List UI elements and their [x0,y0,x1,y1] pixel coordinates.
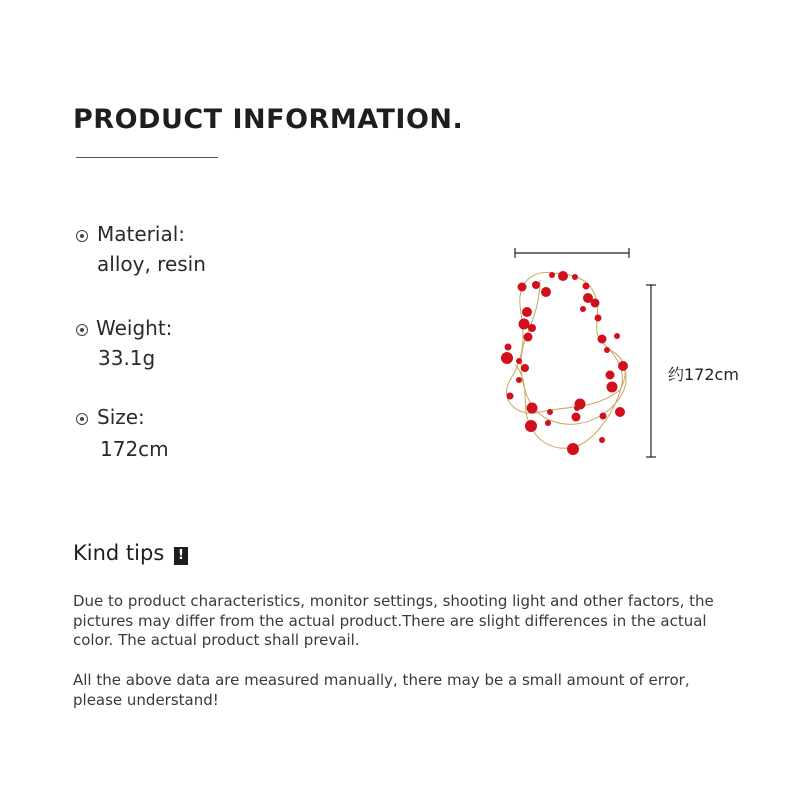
spec-value: 33.1g [98,346,156,370]
title-divider [76,157,218,158]
width-dimension-marker [515,248,629,258]
exclamation-icon: ! [174,547,188,565]
bullet-icon [76,230,88,242]
necklace-chain [507,272,627,448]
length-dimension-label: 约172cm [668,365,739,384]
spec-label: Size: [97,405,145,429]
necklace-image [480,240,680,470]
kind-tips-label: Kind tips [73,541,165,565]
spec-label: Weight: [96,316,173,340]
page-title: PRODUCT INFORMATION. [73,104,464,135]
spec-value: alloy, resin [97,252,206,276]
spec-label: Material: [97,222,185,246]
kind-tips-heading [73,541,188,565]
tips-paragraph-1: Due to product characteristics, monitor settings, shooting light and other factors, the pictures may differ from the actual product.There are slight differences in the actual color. The actual product shall prevail. [73,592,714,649]
tips-paragraph-2: All the above data are measured manually, there may be a small amount of error, please understand! [73,671,690,709]
spec-value: 172cm [100,437,169,461]
height-dimension-marker [646,285,656,457]
bullet-icon [76,324,88,336]
bullet-icon [76,413,88,425]
